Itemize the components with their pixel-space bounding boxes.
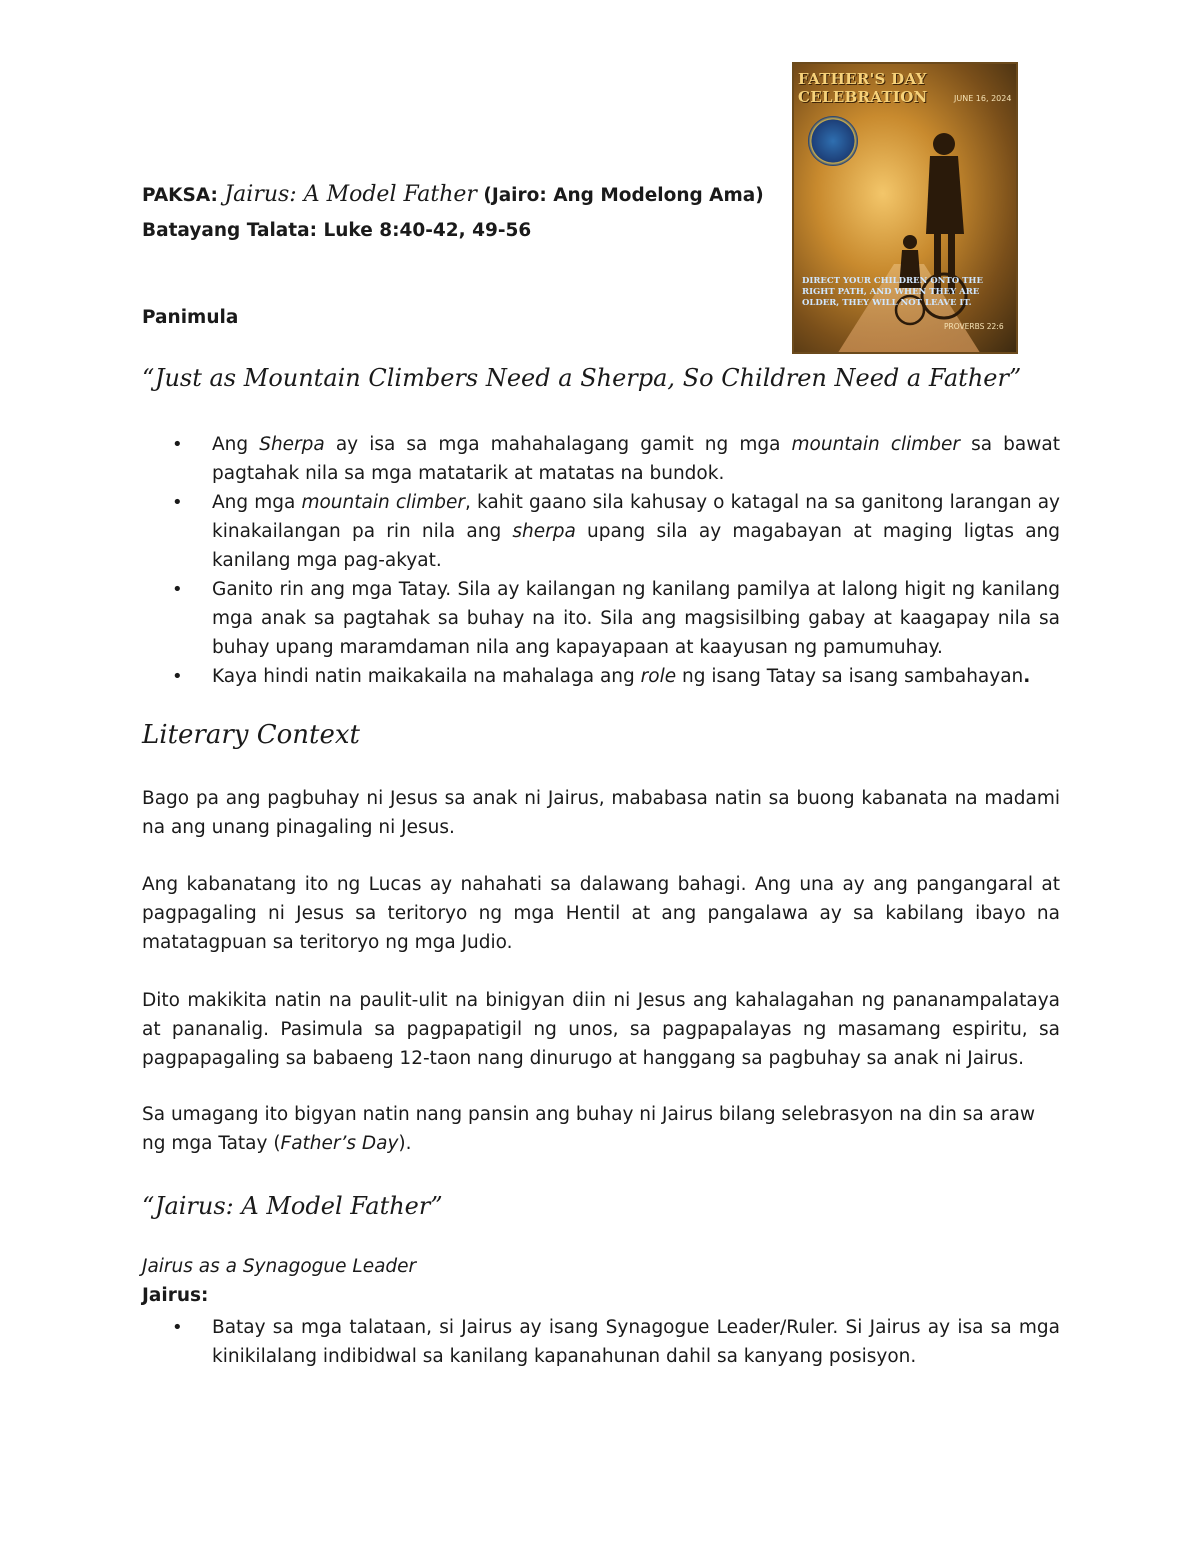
fathers-day-poster: [792, 62, 1018, 354]
subheading-synagogue-leader: Jairus as a Synagogue Leader: [142, 1256, 417, 1277]
scripture-reference: Batayang Talata: Luke 8:40-42, 49-56: [142, 220, 532, 241]
intro-quote: “Just as Mountain Climbers Need a Sherpa, So Children Need a Father”: [142, 364, 1022, 392]
list-item: • Batay sa mga talataan, si Jairus ay isang Synagogue Leader/Ruler. Si Jairus ay isa sa mga kinikilalang indibidwal sa kanilang kapanahunan dahil sa kanyang posisyon.: [172, 1317, 1060, 1367]
poster-date: JUNE 16, 2024: [954, 94, 1012, 103]
intro-bullet-list: [142, 430, 1060, 691]
topic-title: Jairus: A Model Father: [224, 182, 477, 207]
poster-reference: PROVERBS 22:6: [944, 322, 1004, 331]
poster-title: FATHER'S DAY CELEBRATION: [798, 70, 928, 106]
section-heading-model-father: “Jairus: A Model Father”: [142, 1192, 443, 1220]
literary-paragraph-1: Bago pa ang pagbuhay ni Jesus sa anak ni Jairus, mababasa natin sa buong kabanata na madami na ang unang pinagaling ni Jesus.: [142, 788, 1060, 838]
model-bullet-list: [142, 1313, 1060, 1371]
literary-paragraph-2: Ang kabanatang ito ng Lucas ay nahahati sa dalawang bahagi. Ang una ay ang pangangaral at pagpagaling ni Jesus sa teritoryo ng mga Hentil at ang pangalawa ay sa kabilang ibayo na matatagpuan sa teritoryo ng mga Judio.: [142, 874, 1060, 953]
topic-translation: (Jairo: Ang Modelong Ama): [476, 185, 764, 206]
poster-caption: DIRECT YOUR CHILDREN ONTO THE RIGHT PATH, AND WHEN THEY ARE OLDER, THEY WILL NOT LEAVE IT.: [802, 276, 983, 308]
church-seal-icon: [808, 116, 858, 166]
list-item: • Ganito rin ang mga Tatay. Sila ay kailangan ng kanilang pamilya at lalong higit ng kanilang mga anak sa pagtahak sa buhay na ito. Sila ang magsisilbing gabay at kaagapay nila sa buhay upang maramdaman nila ang kapayapaan at kaayusan ng pamumuhay.: [172, 579, 1060, 658]
topic-label: PAKSA:: [142, 185, 225, 206]
list-item: • Ang mga mountain climber, kahit gaano sila kahusay o katagal na sa ganitong larangan ay kinakailangan pa rin nila ang sherpa upang sila ay magabayan at maging ligtas ang kanilang mga pag-akyat.: [172, 492, 1060, 571]
literary-paragraph-4: Sa umagang ito bigyan natin nang pansin ang buhay ni Jairus bilang selebrasyon na din sa araw ng mga Tatay (Father’s Day).: [142, 1104, 1035, 1154]
topic-line: [142, 180, 764, 211]
jairus-label: Jairus:: [142, 1285, 209, 1306]
list-item: • Ang Sherpa ay isa sa mga mahahalagang gamit ng mga mountain climber sa bawat pagtahak nila sa mga matatarik at matatas na bundok.: [172, 434, 1060, 484]
section-heading-literary-context: Literary Context: [142, 720, 360, 750]
section-heading-panimula: Panimula: [142, 307, 239, 328]
literary-paragraph-3: Dito makikita natin na paulit-ulit na binigyan diin ni Jesus ang kahalagahan ng pananampalataya at pananalig. Pasimula sa pagpapatigil ng unos, sa pagpapalayas ng masamang espiritu, sa pagpapagaling sa babaeng 12-taon nang dinurugo at hanggang sa pagbuhay sa anak ni Jairus.: [142, 990, 1060, 1069]
list-item: • Kaya hindi natin maikakaila na mahalaga ang role ng isang Tatay sa isang sambahayan.: [172, 666, 1031, 687]
